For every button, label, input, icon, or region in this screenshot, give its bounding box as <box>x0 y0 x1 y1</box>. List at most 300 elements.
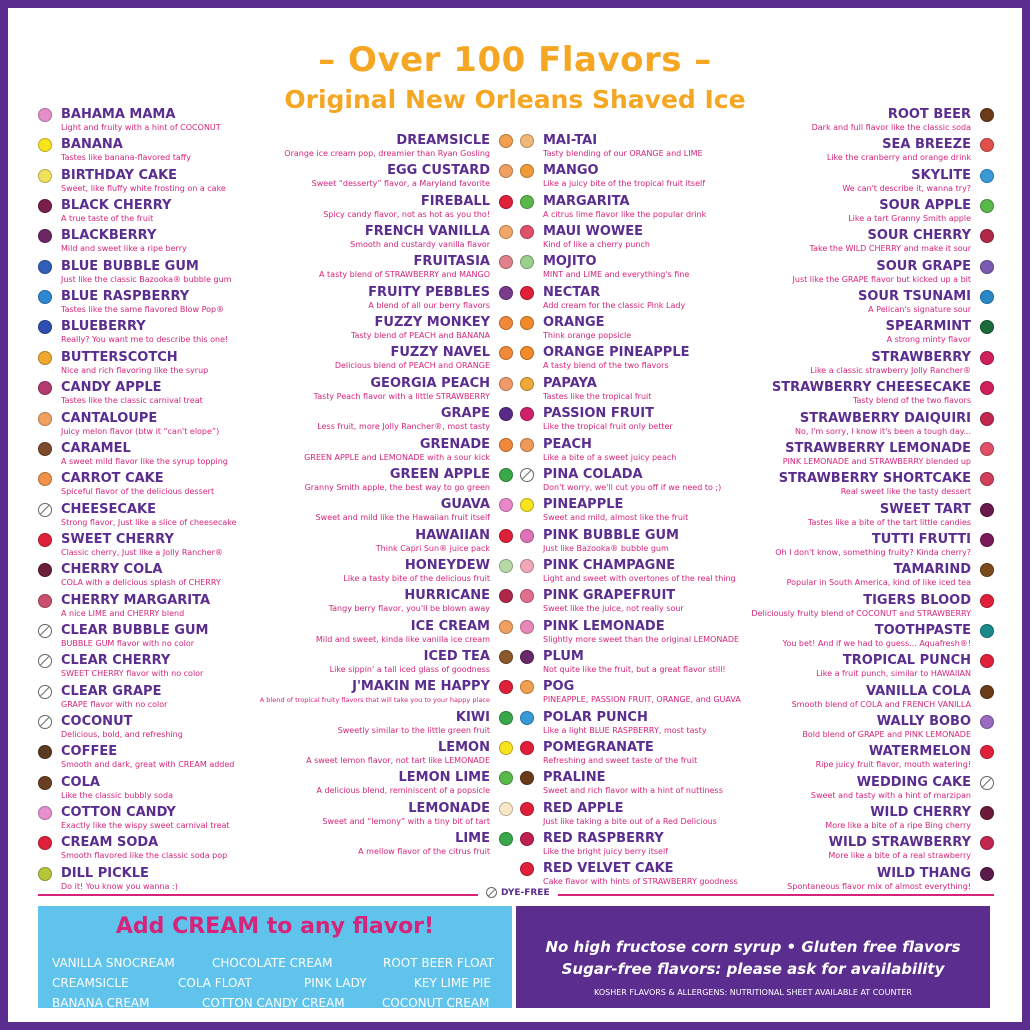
color-dot <box>38 563 52 577</box>
flavor-description: Spontaneous flavor mix of almost everything! <box>787 881 971 891</box>
flavor-item <box>520 649 770 679</box>
flavor-item <box>258 558 513 588</box>
flavor-name: BANANA <box>61 137 123 153</box>
color-dot <box>499 680 513 694</box>
flavor-item <box>748 684 994 714</box>
flavor-name: SOUR CHERRY <box>867 228 971 244</box>
flavor-name: RED APPLE <box>543 800 624 816</box>
flavor-item <box>748 714 994 744</box>
flavor-name: CANDY APPLE <box>61 380 162 396</box>
flavor-description: Take the WILD CHERRY and make it sour <box>809 244 971 254</box>
color-dot <box>499 316 513 330</box>
color-dot <box>980 715 994 729</box>
flavor-description: Just like the classic Bazooka® bubble gum <box>61 274 232 284</box>
flavor-name: PINEAPPLE <box>543 497 624 513</box>
color-dot <box>38 169 52 183</box>
color-dot <box>38 836 52 850</box>
dye-free-label: DYE-FREE <box>501 887 550 898</box>
flavor-name: GEORGIA PEACH <box>370 375 490 391</box>
flavor-item <box>38 228 278 258</box>
flavor-name: SWEET TART <box>879 501 971 517</box>
color-dot <box>499 620 513 634</box>
flavor-item <box>520 194 770 224</box>
cream-item: PINK LADY <box>304 976 367 990</box>
flavor-name: CLEAR GRAPE <box>61 683 162 699</box>
color-dot <box>980 685 994 699</box>
color-dot <box>38 745 52 759</box>
flavor-description: Tastes like the classic carnival treat <box>61 396 203 406</box>
flavor-item <box>748 198 994 228</box>
flavor-item <box>258 497 513 527</box>
cream-item: ROOT BEER FLOAT <box>383 956 494 970</box>
color-dot <box>980 806 994 820</box>
flavor-item <box>38 562 278 592</box>
flavor-description: Sweet and rich flavor with a hint of nuttiness <box>543 786 723 796</box>
flavor-name: MANGO <box>543 163 599 179</box>
color-dot <box>520 195 534 209</box>
flavor-item <box>748 137 994 167</box>
flavor-name: WILD CHERRY <box>870 805 971 821</box>
color-dot <box>980 108 994 122</box>
dye-free-icon <box>520 468 534 482</box>
cream-item: VANILLA SNOCREAM <box>52 956 175 970</box>
info-line-1: No high fructose corn syrup • Gluten free flavors <box>545 938 961 956</box>
flavor-item <box>258 588 513 618</box>
color-dot <box>38 320 52 334</box>
flavor-description: Smooth and dark, great with CREAM added <box>61 760 235 770</box>
flavor-description: Sweet like the juice, not really sour <box>543 604 684 614</box>
color-dot <box>980 442 994 456</box>
color-dot <box>499 529 513 543</box>
flavor-description: Tastes like the same flavored Blow Pop® <box>61 305 225 315</box>
flavor-description: Light and fruity with a hint of COCONUT <box>61 123 221 132</box>
flavor-item <box>38 380 278 410</box>
flavor-description: Sweet “desserty” flavor, a Maryland favorite <box>311 179 490 189</box>
flavor-name: PINK CHAMPAGNE <box>543 557 676 573</box>
flavor-description: Like sippin' a tall iced glass of goodness <box>329 664 490 674</box>
color-dot <box>499 741 513 755</box>
color-dot <box>38 108 52 122</box>
color-dot <box>520 862 534 876</box>
flavor-name: MOJITO <box>543 254 597 270</box>
flavor-name: FRUITASIA <box>413 254 490 270</box>
dye-free-icon <box>38 685 52 699</box>
cream-item: KEY LIME PIE <box>414 976 491 990</box>
flavor-description: Nice and rich flavoring like the syrup <box>61 365 209 375</box>
flavor-name: LIME <box>455 831 490 847</box>
flavor-description: You bet! And if we had to guess... Aquafresh®! <box>782 638 971 648</box>
flavor-name: COCONUT <box>61 714 133 729</box>
flavor-name: EGG CUSTARD <box>387 163 490 179</box>
flavor-name: SOUR TSUNAMI <box>857 289 971 305</box>
flavor-item <box>520 345 770 375</box>
color-dot <box>499 346 513 360</box>
flavor-item <box>748 228 994 258</box>
flavor-item <box>748 532 994 562</box>
flavor-item <box>258 254 513 284</box>
flavor-description: Light and sweet with overtones of the real thing <box>543 573 736 583</box>
flavor-item <box>748 411 994 441</box>
color-dot <box>980 169 994 183</box>
flavor-item <box>748 593 994 623</box>
flavor-name: LEMONADE <box>408 800 490 816</box>
color-dot <box>499 225 513 239</box>
cream-title: Add CREAM to any flavor! <box>115 914 435 939</box>
flavor-name: PINK GRAPEFRUIT <box>543 588 676 604</box>
color-dot <box>980 381 994 395</box>
flavor-item <box>38 198 278 228</box>
flavor-item <box>258 679 513 709</box>
color-dot <box>520 802 534 816</box>
flavor-description: Sweet and mild, almost like the fruit <box>543 513 689 523</box>
flavor-item <box>520 315 770 345</box>
flavor-description: Like a juicy bite of the tropical fruit itself <box>543 179 706 189</box>
color-dot <box>520 741 534 755</box>
flavor-description: A strong minty flavor <box>886 335 971 345</box>
flavor-description: More like a bite of a ripe Bing cherry <box>825 821 971 831</box>
flavor-item <box>520 376 770 406</box>
color-dot <box>520 680 534 694</box>
color-dot <box>499 832 513 846</box>
flavor-description: Strong flavor, Just like a slice of cheesecake <box>61 517 237 527</box>
color-dot <box>520 498 534 512</box>
color-dot <box>499 286 513 300</box>
dye-free-icon <box>980 776 994 790</box>
flavor-item <box>520 133 770 163</box>
flavor-item <box>520 831 770 861</box>
color-dot <box>499 377 513 391</box>
cream-item: COCONUT CREAM <box>382 996 490 1010</box>
menu-subtitle: Original New Orleans Shaved Ice <box>284 85 746 114</box>
flavor-item <box>38 441 278 471</box>
flavor-name: FRUITY PEBBLES <box>368 284 490 300</box>
flavor-name: GREEN APPLE <box>389 466 490 482</box>
flavor-item <box>520 497 770 527</box>
flavor-name: CHERRY COLA <box>61 562 163 578</box>
color-dot <box>38 594 52 608</box>
flavor-item <box>38 623 278 653</box>
flavor-item <box>258 831 513 861</box>
flavor-name: STRAWBERRY <box>871 349 971 365</box>
flavor-name: RED VELVET CAKE <box>543 861 674 877</box>
color-dot <box>520 316 534 330</box>
flavor-description: Like the tropical fruit only better <box>543 422 673 432</box>
color-dot <box>980 533 994 547</box>
flavor-name: STRAWBERRY DAIQUIRI <box>799 410 971 426</box>
flavor-name: PINA COLADA <box>543 466 643 482</box>
flavor-description: A delicious blend, reminiscent of a popsicle <box>316 786 490 796</box>
flavor-description: Like a tart Granny Smith apple <box>848 214 971 224</box>
flavor-description: Think Capri Sun® juice pack <box>375 543 490 553</box>
flavor-description: Sweet and mild like the Hawaiian fruit itself <box>315 513 490 523</box>
flavor-description: Exactly like the wispy sweet carnival treat <box>61 821 230 831</box>
cream-panel <box>38 906 512 1008</box>
color-dot <box>499 650 513 664</box>
flavor-item <box>258 315 513 345</box>
flavor-description: Sweetly similar to the little green fruit <box>337 725 490 735</box>
flavor-item <box>38 502 278 532</box>
flavor-description: A nice LIME and CHERRY blend <box>61 608 185 618</box>
color-dot <box>499 711 513 725</box>
flavor-description: COLA with a delicious splash of CHERRY <box>61 578 221 588</box>
color-dot <box>520 529 534 543</box>
flavor-name: MAI-TAI <box>543 133 598 148</box>
flavor-item <box>520 163 770 193</box>
flavor-description: A tasty blend of STRAWBERRY and MANGO <box>319 270 490 280</box>
flavor-description: Tasty blend of the two flavors <box>852 396 971 406</box>
color-dot <box>499 134 513 148</box>
flavor-description: Mild and sweet, kinda like vanilla ice cream <box>315 634 490 644</box>
flavor-item <box>38 107 278 137</box>
flavor-description: PINEAPPLE, PASSION FRUIT, ORANGE, and GUAVA <box>543 695 741 705</box>
flavor-description: A true taste of the fruit <box>61 214 154 224</box>
color-dot <box>499 255 513 269</box>
color-dot <box>520 771 534 785</box>
flavor-item <box>38 350 278 380</box>
color-dot <box>38 381 52 395</box>
flavor-description: A blend of all our berry flavors <box>368 300 490 310</box>
flavor-description: MINT and LIME and everything's fine <box>543 270 690 280</box>
flavor-description: Just like taking a bite out of a Red Delicious <box>543 816 717 826</box>
flavor-description: Spiceful flavor of the delicious dessert <box>61 487 215 497</box>
flavor-item <box>748 835 994 865</box>
flavor-item <box>38 319 278 349</box>
color-dot <box>38 776 52 790</box>
flavor-description: Orange ice cream pop, dreamier than Ryan Gosling <box>284 149 490 158</box>
flavor-name: BLUE RASPBERRY <box>61 289 190 305</box>
color-dot <box>980 624 994 638</box>
flavor-item <box>38 805 278 835</box>
flavor-name: TIGERS BLOOD <box>863 592 971 608</box>
flavor-name: TUTTI FRUTTI <box>871 531 971 547</box>
flavor-description: A blend of tropical fruity flavors that will take you to your happy place <box>259 696 490 705</box>
dye-free-icon <box>38 624 52 638</box>
flavor-name: HAWAIIAN <box>415 527 490 543</box>
flavor-description: GREEN APPLE and LEMONADE with a sour kick <box>304 452 490 462</box>
color-dot <box>520 225 534 239</box>
flavor-name: CHERRY MARGARITA <box>61 592 211 608</box>
color-dot <box>980 472 994 486</box>
color-dot <box>520 346 534 360</box>
flavor-description: Not quite like the fruit, but a great flavor still! <box>543 664 726 674</box>
flavor-description: Tasty blend of PEACH and BANANA <box>350 331 490 341</box>
color-dot <box>980 290 994 304</box>
flavor-name: CLEAR BUBBLE GUM <box>61 622 209 638</box>
dye-free-icon <box>38 715 52 729</box>
flavor-name: HONEYDEW <box>404 557 490 573</box>
flavor-name: SWEET CHERRY <box>61 531 174 547</box>
flavor-description: Popular in South America, kind of like iced tea <box>786 578 971 588</box>
dye-free-icon <box>38 503 52 517</box>
flavor-description: A tasty blend of the two flavors <box>543 361 669 371</box>
color-dot <box>980 260 994 274</box>
flavor-name: CLEAR CHERRY <box>61 653 171 669</box>
flavor-item <box>258 710 513 740</box>
color-dot <box>499 164 513 178</box>
flavor-description: Juicy melon flavor (btw it “can't elope”) <box>61 426 220 436</box>
flavor-item <box>258 467 513 497</box>
color-dot <box>38 229 52 243</box>
color-dot <box>38 533 52 547</box>
flavor-item <box>748 380 994 410</box>
flavor-description: Like the bright juicy berry itself <box>543 847 668 857</box>
flavor-item <box>520 437 770 467</box>
flavor-description: Just like the GRAPE flavor but kicked up a bit <box>792 274 971 284</box>
flavor-item <box>258 224 513 254</box>
color-dot <box>980 836 994 850</box>
flavor-item <box>748 289 994 319</box>
flavor-description: Don't worry, we'll cut you off if we need to ;) <box>543 482 722 492</box>
flavor-name: FUZZY NAVEL <box>390 345 490 361</box>
flavor-description: Add cream for the classic Pink Lady <box>543 300 686 310</box>
flavor-item <box>38 532 278 562</box>
flavor-name: COLA <box>61 774 100 790</box>
flavor-name: COFFEE <box>61 744 118 760</box>
flavor-item <box>748 805 994 835</box>
flavor-item <box>748 441 994 471</box>
flavor-name: CANTALOUPE <box>61 410 158 426</box>
flavor-description: Tastes like banana-flavored taffy <box>61 153 191 163</box>
flavor-name: POMEGRANATE <box>543 740 654 755</box>
flavor-item <box>748 502 994 532</box>
flavor-description: Sweet and tasty with a hint of marzipan <box>810 790 971 800</box>
color-dot <box>980 594 994 608</box>
flavor-name: TAMARIND <box>893 562 971 578</box>
flavor-description: Smooth flavored like the classic soda pop <box>61 851 228 861</box>
flavor-item <box>748 623 994 653</box>
color-dot <box>520 620 534 634</box>
flavor-name: KIWI <box>455 709 490 725</box>
flavor-item <box>520 740 770 770</box>
flavor-item <box>748 653 994 683</box>
flavor-name: PASSION FRUIT <box>543 406 654 422</box>
flavor-description: Just like Bazooka® bubble gum <box>543 543 669 553</box>
color-dot <box>520 255 534 269</box>
flavor-name: GRAPE <box>440 406 490 422</box>
flavor-description: Delicious blend of PEACH and ORANGE <box>334 361 490 371</box>
flavor-name: BAHAMA MAMA <box>61 107 176 122</box>
flavor-name: PAPAYA <box>543 375 597 391</box>
flavor-item <box>258 376 513 406</box>
flavor-name: FUZZY MONKEY <box>374 315 490 331</box>
flavor-name: DILL PICKLE <box>61 865 149 881</box>
flavor-name: TOOTHPASTE <box>874 622 971 638</box>
color-dot <box>38 199 52 213</box>
flavor-description: Like a classic strawberry Jolly Rancher® <box>810 365 971 375</box>
flavor-item <box>258 801 513 831</box>
color-dot <box>520 407 534 421</box>
color-dot <box>520 164 534 178</box>
flavor-description: Real sweet like the tasty dessert <box>840 487 971 497</box>
flavor-description: Dark and full flavor like the classic soda <box>811 123 971 132</box>
flavor-item <box>38 744 278 774</box>
flavor-item <box>520 254 770 284</box>
flavor-item <box>258 740 513 770</box>
flavor-item <box>748 471 994 501</box>
flavor-item <box>38 714 278 744</box>
flavor-name: COTTON CANDY <box>61 805 176 821</box>
flavor-name: GUAVA <box>440 497 490 513</box>
flavor-item <box>748 775 994 805</box>
flavor-item <box>520 285 770 315</box>
color-dot <box>980 867 994 881</box>
flavor-name: LEMON <box>437 740 490 755</box>
flavor-name: SKYLITE <box>911 167 971 183</box>
color-dot <box>499 468 513 482</box>
flavor-item <box>520 588 770 618</box>
color-dot <box>980 138 994 152</box>
flavor-item <box>748 562 994 592</box>
flavor-item <box>38 866 278 896</box>
flavor-name: BLUE BUBBLE GUM <box>61 258 199 274</box>
flavor-description: A Pelican's signature sour <box>868 305 971 315</box>
flavor-name: ROOT BEER <box>887 107 971 122</box>
flavor-name: NECTAR <box>543 284 601 300</box>
color-dot <box>520 832 534 846</box>
flavor-item <box>38 835 278 865</box>
color-dot <box>38 351 52 365</box>
flavor-description: Smooth and custardy vanilla flavor <box>350 240 490 250</box>
flavor-name: GRENADE <box>419 436 490 452</box>
flavor-name: STRAWBERRY SHORTCAKE <box>778 471 971 487</box>
flavor-name: WILD THANG <box>876 865 971 881</box>
flavor-item <box>520 770 770 800</box>
flavor-description: BUBBLE GUM flavor with no color <box>61 638 194 648</box>
flavor-item <box>38 137 278 167</box>
flavor-item <box>748 259 994 289</box>
flavor-item <box>38 684 278 714</box>
color-dot <box>980 320 994 334</box>
menu-title: – Over 100 Flavors – <box>318 40 712 80</box>
flavor-name: PRALINE <box>543 770 606 786</box>
flavor-description: A mellow flavor of the citrus fruit <box>358 847 490 857</box>
color-dot <box>520 377 534 391</box>
flavor-item <box>258 163 513 193</box>
info-line-2: Sugar-free flavors: please ask for availability <box>561 960 945 978</box>
flavor-name: FIREBALL <box>420 193 490 209</box>
color-dot <box>980 654 994 668</box>
color-dot <box>38 867 52 881</box>
flavor-description: Slightly more sweet than the original LEMONADE <box>543 634 740 644</box>
flavor-name: ORANGE <box>543 315 605 331</box>
dye-free-icon <box>486 887 497 898</box>
flavor-name: ICED TEA <box>423 648 490 664</box>
flavor-description: We can't describe it, wanna try? <box>842 183 971 193</box>
flavor-description: Oh I don't know, something fruity? Kinda cherry? <box>775 547 971 557</box>
cream-item: CREAMSICLE <box>52 976 129 990</box>
flavor-description: Really? You want me to describe this one! <box>61 335 229 345</box>
dye-free-legend <box>478 887 558 898</box>
flavor-name: CARROT CAKE <box>61 471 164 487</box>
flavor-name: BLACK CHERRY <box>61 198 172 214</box>
flavor-item <box>520 467 770 497</box>
flavor-item <box>748 350 994 380</box>
flavor-item <box>258 649 513 679</box>
flavor-description: Like the classic bubbly soda <box>61 790 174 800</box>
flavor-name: SOUR APPLE <box>879 198 971 214</box>
flavor-description: A sweet mild flavor like the syrup topping <box>61 456 228 466</box>
flavor-name: SPEARMINT <box>885 319 971 335</box>
flavor-description: PINK LEMONADE and STRAWBERRY blended up <box>782 456 971 466</box>
flavor-description: Cake flavor with hints of STRAWBERRY goodness <box>543 877 738 887</box>
menu-board <box>8 8 1022 1022</box>
color-dot <box>520 286 534 300</box>
flavor-item <box>520 528 770 558</box>
flavor-name: STRAWBERRY CHEESECAKE <box>771 380 971 396</box>
flavor-description: Sweet, like fluffy white frosting on a cake <box>61 183 226 193</box>
flavor-name: STRAWBERRY LEMONADE <box>785 440 971 456</box>
flavor-name: FRENCH VANILLA <box>364 224 490 240</box>
